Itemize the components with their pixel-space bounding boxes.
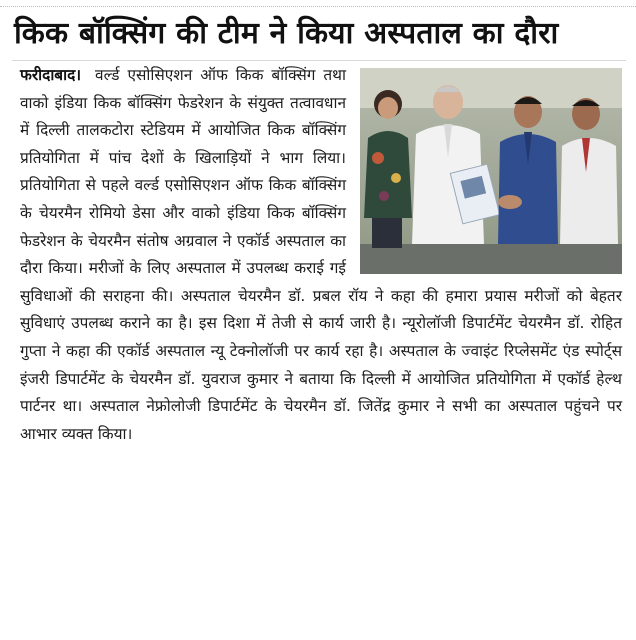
clipped-previous-line (0, 0, 636, 7)
group-photo-icon (360, 68, 622, 274)
article-text: वर्ल्ड एसोसिएशन ऑफ किक बॉक्सिंग तथा वाको इंडिया किक बॉक्सिंग फेडरेशन के संयुक्त तत्वावधान में दिल्ली तालकटोरा स्टेडियम में आयोजित किक बॉक्सिंग प्रतियोगिता में पांच देशों के खिलाड़ियों ने भाग लिया। प्रतियोगिता से पहले वर्ल्ड एसोसिएशन ऑफ किक बॉक्सिंग के चेयरमैन रोमियो डेसा और वाको इंडिया किक बॉक्सिंग फेडरेशन के चेयरमैन संतोष अग्रवाल ने एकॉर्ड अस्पताल का दौरा किया। मरीजों के लिए अस्पताल में उपलब्ध कराई गई सुविधाओं की सराहना की। अस्पताल चेयरमैन डॉ. प्रबल रॉय ने कहा की हमारा प्रयास मरीजों को बेहतर सुविधाएं उपलब्ध कराने का है। इस दिशा में तेजी से कार्य जारी है। न्यूरोलॉजी डिपार्टमेंट चेयरमैन डॉ. रोहित गुप्ता ने कहा की एकॉर्ड अस्पताल न्यू टेक्नोलॉजी पर कार्य रहा है। अस्पताल के ज्वाइंट रिप्लेसमेंट एंड स्पोर्ट्स इंजरी डिपार्टमेंट के चेयरमैन डॉ. युवराज कुमार ने बताया कि दिल्ली में आयोजित प्रतियोगिता में एकॉर्ड हेल्थ पार्टनर था। अस्पताल नेफ्रोलोजी डिपार्टमेंट के चेयरमैन डॉ. जितेंद्र कुमार ने सभी का अस्पताल पहुंचने पर आभार व्यक्त किया। (20, 66, 622, 443)
group-photo (360, 68, 622, 274)
dateline: फरीदाबाद। (20, 66, 82, 84)
article-body (20, 62, 622, 448)
headline: किक बॉक्सिंग की टीम ने किया अस्पताल का दौरा (14, 16, 559, 51)
headline-divider (12, 60, 626, 61)
